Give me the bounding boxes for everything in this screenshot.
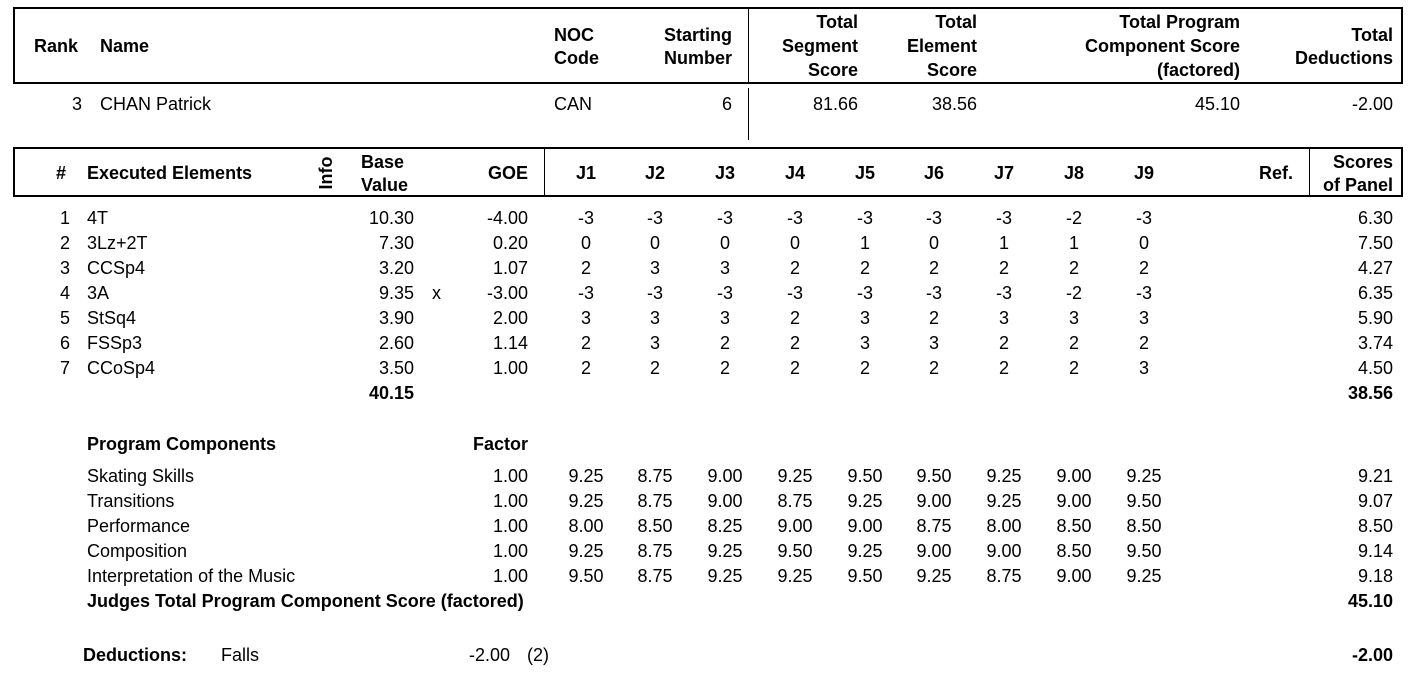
pcs-header-line3: (factored): [1156, 60, 1240, 80]
noc-header-line2: Code: [554, 48, 599, 68]
element-number: 3: [59, 258, 70, 278]
element-judge-score: -3: [925, 208, 942, 228]
element-score-of-panel: 6.35: [1357, 283, 1393, 303]
element-judge-score: 2: [1068, 358, 1079, 378]
component-judge-score: 9.25: [1126, 566, 1162, 586]
component-judge-score: 9.25: [568, 541, 604, 561]
element-goe: 1.14: [492, 333, 528, 353]
judges-total-pcs-value: 45.10: [1347, 591, 1393, 611]
element-score-of-panel: 5.90: [1357, 308, 1393, 328]
element-judge-score: -3: [786, 283, 803, 303]
deductions-total: -2.00: [1351, 645, 1393, 665]
element-number: 7: [59, 358, 70, 378]
component-judge-score: 8.75: [637, 566, 673, 586]
element-goe: 2.00: [492, 308, 528, 328]
component-judge-score: 8.50: [637, 516, 673, 536]
deductions-header-line1: Total: [1351, 25, 1393, 45]
starting-number-header-line2: Number: [663, 48, 732, 68]
element-base-value: 3.90: [378, 308, 414, 328]
element-info: x: [432, 283, 441, 303]
component-judge-score: 8.75: [777, 491, 813, 511]
element-judge-score: -3: [646, 208, 663, 228]
program-components-title: Program Components: [87, 434, 277, 454]
element-score-of-panel: 4.50: [1357, 358, 1393, 378]
component-judge-score: 9.00: [916, 491, 952, 511]
component-score-of-panel: 9.14: [1357, 541, 1393, 561]
component-judge-score: 9.00: [916, 541, 952, 561]
component-name: Skating Skills: [87, 466, 195, 486]
component-factor: 1.00: [492, 491, 528, 511]
segment-divider-header: [748, 7, 749, 84]
component-judge-score: 9.50: [1126, 491, 1162, 511]
element-judge-score: 2: [1138, 333, 1149, 353]
element-goe: -4.00: [486, 208, 528, 228]
element-judge-score: 2: [1068, 333, 1079, 353]
component-judge-score: 9.25: [986, 491, 1022, 511]
element-judge-score: 2: [1068, 258, 1079, 278]
scores-of-panel-total: 38.56: [1347, 383, 1393, 403]
element-base-value: 7.30: [378, 233, 414, 253]
judge-header-j7: J7: [993, 163, 1015, 183]
element-judge-score: 1: [1068, 233, 1079, 253]
judge-header-j8: J8: [1063, 163, 1085, 183]
judge-header-j6: J6: [923, 163, 945, 183]
element-judge-score: 2: [859, 258, 870, 278]
element-judge-score: 3: [649, 308, 660, 328]
element-name: FSSp3: [87, 333, 143, 353]
element-name: 3A: [87, 283, 110, 303]
deduction-value: -2.00: [468, 645, 510, 665]
element-goe: 1.07: [492, 258, 528, 278]
element-judge-score: -3: [856, 283, 873, 303]
element-judge-score: 0: [580, 233, 591, 253]
element-judge-score: 3: [580, 308, 591, 328]
skater-rank: 3: [71, 94, 82, 114]
element-judge-score: 0: [649, 233, 660, 253]
component-judge-score: 9.25: [1126, 466, 1162, 486]
component-factor: 1.00: [492, 516, 528, 536]
component-judge-score: 8.00: [568, 516, 604, 536]
element-judge-score: 2: [649, 358, 660, 378]
element-judge-score: -3: [856, 208, 873, 228]
element-base-value: 3.50: [378, 358, 414, 378]
base-value-header-line1: Base: [361, 152, 405, 172]
skater-starting-number: 6: [721, 94, 732, 114]
component-judge-score: 9.50: [916, 466, 952, 486]
component-name: Performance: [87, 516, 191, 536]
element-judge-score: 3: [859, 333, 870, 353]
element-score-of-panel: 4.27: [1357, 258, 1393, 278]
component-score-of-panel: 9.07: [1357, 491, 1393, 511]
segment-divider-row: [748, 88, 749, 140]
info-header: Info: [316, 156, 336, 190]
component-judge-score: 9.00: [1056, 466, 1092, 486]
judge-header-j3: J3: [714, 163, 736, 183]
deductions-label: Deductions:: [83, 645, 188, 665]
component-judge-score: 9.00: [777, 516, 813, 536]
element-judge-score: 3: [859, 308, 870, 328]
component-judge-score: 9.25: [916, 566, 952, 586]
factor-header: Factor: [472, 434, 528, 454]
component-judge-score: 8.75: [986, 566, 1022, 586]
skater-total-element-score: 38.56: [931, 94, 977, 114]
element-judge-score: 2: [580, 258, 591, 278]
element-judge-score: -3: [646, 283, 663, 303]
element-judge-score: 0: [789, 233, 800, 253]
element-judge-score: 2: [998, 358, 1009, 378]
element-judge-score: 2: [789, 258, 800, 278]
element-judge-score: -3: [1135, 208, 1152, 228]
component-judge-score: 8.00: [986, 516, 1022, 536]
component-judge-score: 8.50: [1126, 516, 1162, 536]
component-factor: 1.00: [492, 541, 528, 561]
judge-header-j1: J1: [575, 163, 597, 183]
component-judge-score: 9.50: [568, 566, 604, 586]
element-judge-score: 2: [719, 358, 730, 378]
skater-total-deductions: -2.00: [1351, 94, 1393, 114]
component-judge-score: 9.00: [1056, 491, 1092, 511]
component-judge-score: 9.25: [707, 566, 743, 586]
component-score-of-panel: 9.21: [1357, 466, 1393, 486]
element-judge-score: 2: [580, 358, 591, 378]
element-goe: -3.00: [486, 283, 528, 303]
component-score-of-panel: 8.50: [1357, 516, 1393, 536]
element-judge-score: 3: [1068, 308, 1079, 328]
judge-header-j2: J2: [644, 163, 666, 183]
judge-header-j4: J4: [784, 163, 806, 183]
element-judge-score: 2: [1138, 258, 1149, 278]
element-judge-score: -3: [577, 283, 594, 303]
deduction-type: Falls: [221, 645, 260, 665]
element-name: CCoSp4: [87, 358, 156, 378]
pcs-header-line1: Total Program: [1119, 12, 1240, 32]
skater-total-pcs: 45.10: [1194, 94, 1240, 114]
element-judge-score: 3: [719, 258, 730, 278]
component-name: Transitions: [87, 491, 175, 511]
deductions-header-line2: Deductions: [1294, 48, 1393, 68]
element-number-header: #: [56, 163, 67, 183]
element-judge-score: -3: [1135, 283, 1152, 303]
scores-of-panel-header-line2: of Panel: [1322, 175, 1393, 195]
component-judge-score: 9.00: [847, 516, 883, 536]
element-judge-score: 2: [719, 333, 730, 353]
element-judge-score: 0: [1138, 233, 1149, 253]
element-number: 2: [59, 233, 70, 253]
component-judge-score: 9.25: [777, 566, 813, 586]
element-judge-score: -2: [1065, 283, 1082, 303]
component-judge-score: 8.50: [1056, 541, 1092, 561]
element-judge-score: 3: [998, 308, 1009, 328]
rank-header: Rank: [34, 36, 79, 56]
component-judge-score: 9.50: [777, 541, 813, 561]
pcs-header-line2: Component Score: [1084, 36, 1240, 56]
component-judge-score: 9.50: [1126, 541, 1162, 561]
component-score-of-panel: 9.18: [1357, 566, 1393, 586]
ref-header: Ref.: [1258, 163, 1293, 183]
element-judge-score: 0: [719, 233, 730, 253]
element-base-value: 2.60: [378, 333, 414, 353]
component-judge-score: 8.50: [1056, 516, 1092, 536]
element-judge-score: 2: [580, 333, 591, 353]
skater-noc: CAN: [554, 94, 593, 114]
element-judge-score: 2: [789, 308, 800, 328]
element-judge-score: 3: [1138, 358, 1149, 378]
component-judge-score: 9.25: [847, 541, 883, 561]
element-judge-score: -3: [925, 283, 942, 303]
element-base-value: 3.20: [378, 258, 414, 278]
element-score-of-panel: 6.30: [1357, 208, 1393, 228]
component-factor: 1.00: [492, 566, 528, 586]
element-name: StSq4: [87, 308, 137, 328]
component-judge-score: 8.25: [707, 516, 743, 536]
component-judge-score: 9.25: [707, 541, 743, 561]
element-judge-score: 2: [789, 333, 800, 353]
element-goe: 0.20: [492, 233, 528, 253]
element-judge-score: 2: [928, 358, 939, 378]
element-base-value: 10.30: [368, 208, 414, 228]
element-judge-score: -3: [995, 283, 1012, 303]
judges-total-pcs-label: Judges Total Program Component Score (factored): [87, 591, 524, 611]
goe-divider: [544, 147, 545, 197]
name-header: Name: [100, 36, 150, 56]
component-judge-score: 8.75: [637, 466, 673, 486]
element-judge-score: 3: [719, 308, 730, 328]
element-judge-score: 2: [998, 333, 1009, 353]
component-judge-score: 8.75: [637, 491, 673, 511]
element-judge-score: 2: [859, 358, 870, 378]
component-judge-score: 9.25: [986, 466, 1022, 486]
tes-header-line3: Score: [926, 60, 977, 80]
base-value-total: 40.15: [368, 383, 414, 403]
judge-header-j9: J9: [1133, 163, 1155, 183]
element-judge-score: 0: [928, 233, 939, 253]
component-judge-score: 9.00: [707, 491, 743, 511]
element-judge-score: 1: [998, 233, 1009, 253]
element-judge-score: 2: [789, 358, 800, 378]
element-judge-score: 2: [928, 258, 939, 278]
scores-of-panel-header-line1: Scores: [1332, 152, 1393, 172]
element-judge-score: 3: [1138, 308, 1149, 328]
judge-header-j5: J5: [854, 163, 876, 183]
component-judge-score: 9.00: [1056, 566, 1092, 586]
element-name: CCSp4: [87, 258, 146, 278]
component-judge-score: 9.25: [777, 466, 813, 486]
element-judge-score: 3: [928, 333, 939, 353]
element-judge-score: 2: [928, 308, 939, 328]
element-base-value: 9.35: [378, 283, 414, 303]
tss-header-line2: Segment: [781, 36, 858, 56]
component-judge-score: 9.00: [986, 541, 1022, 561]
tss-header-line3: Score: [807, 60, 858, 80]
deduction-count: (2): [527, 645, 549, 665]
component-name: Interpretation of the Music: [87, 566, 296, 586]
element-number: 1: [59, 208, 70, 228]
element-judge-score: 1: [859, 233, 870, 253]
skater-total-segment-score: 81.66: [812, 94, 858, 114]
element-score-of-panel: 7.50: [1357, 233, 1393, 253]
component-judge-score: 9.25: [847, 491, 883, 511]
component-judge-score: 9.50: [847, 566, 883, 586]
element-score-of-panel: 3.74: [1357, 333, 1393, 353]
element-judge-score: 3: [649, 333, 660, 353]
component-name: Composition: [87, 541, 188, 561]
component-factor: 1.00: [492, 466, 528, 486]
tss-header-line1: Total: [816, 12, 858, 32]
tes-header-line2: Element: [906, 36, 977, 56]
tes-header-line1: Total: [935, 12, 977, 32]
component-judge-score: 9.00: [707, 466, 743, 486]
panel-divider: [1309, 147, 1310, 197]
base-value-header-line2: Value: [361, 175, 409, 195]
noc-header-line1: NOC: [554, 25, 594, 45]
executed-elements-header: Executed Elements: [87, 163, 253, 183]
goe-header: GOE: [487, 163, 528, 183]
component-judge-score: 9.50: [847, 466, 883, 486]
element-number: 5: [59, 308, 70, 328]
element-name: 4T: [87, 208, 109, 228]
element-goe: 1.00: [492, 358, 528, 378]
element-judge-score: -3: [995, 208, 1012, 228]
element-judge-score: 2: [998, 258, 1009, 278]
skater-name: CHAN Patrick: [100, 94, 212, 114]
component-judge-score: 9.25: [568, 466, 604, 486]
element-number: 6: [59, 333, 70, 353]
element-name: 3Lz+2T: [87, 233, 148, 253]
element-judge-score: -3: [716, 208, 733, 228]
element-number: 4: [59, 283, 70, 303]
component-judge-score: 8.75: [637, 541, 673, 561]
element-judge-score: -3: [716, 283, 733, 303]
element-judge-score: -3: [577, 208, 594, 228]
starting-number-header-line1: Starting: [663, 25, 732, 45]
element-judge-score: -3: [786, 208, 803, 228]
element-judge-score: -2: [1065, 208, 1082, 228]
component-judge-score: 9.25: [568, 491, 604, 511]
component-judge-score: 8.75: [916, 516, 952, 536]
element-judge-score: 3: [649, 258, 660, 278]
